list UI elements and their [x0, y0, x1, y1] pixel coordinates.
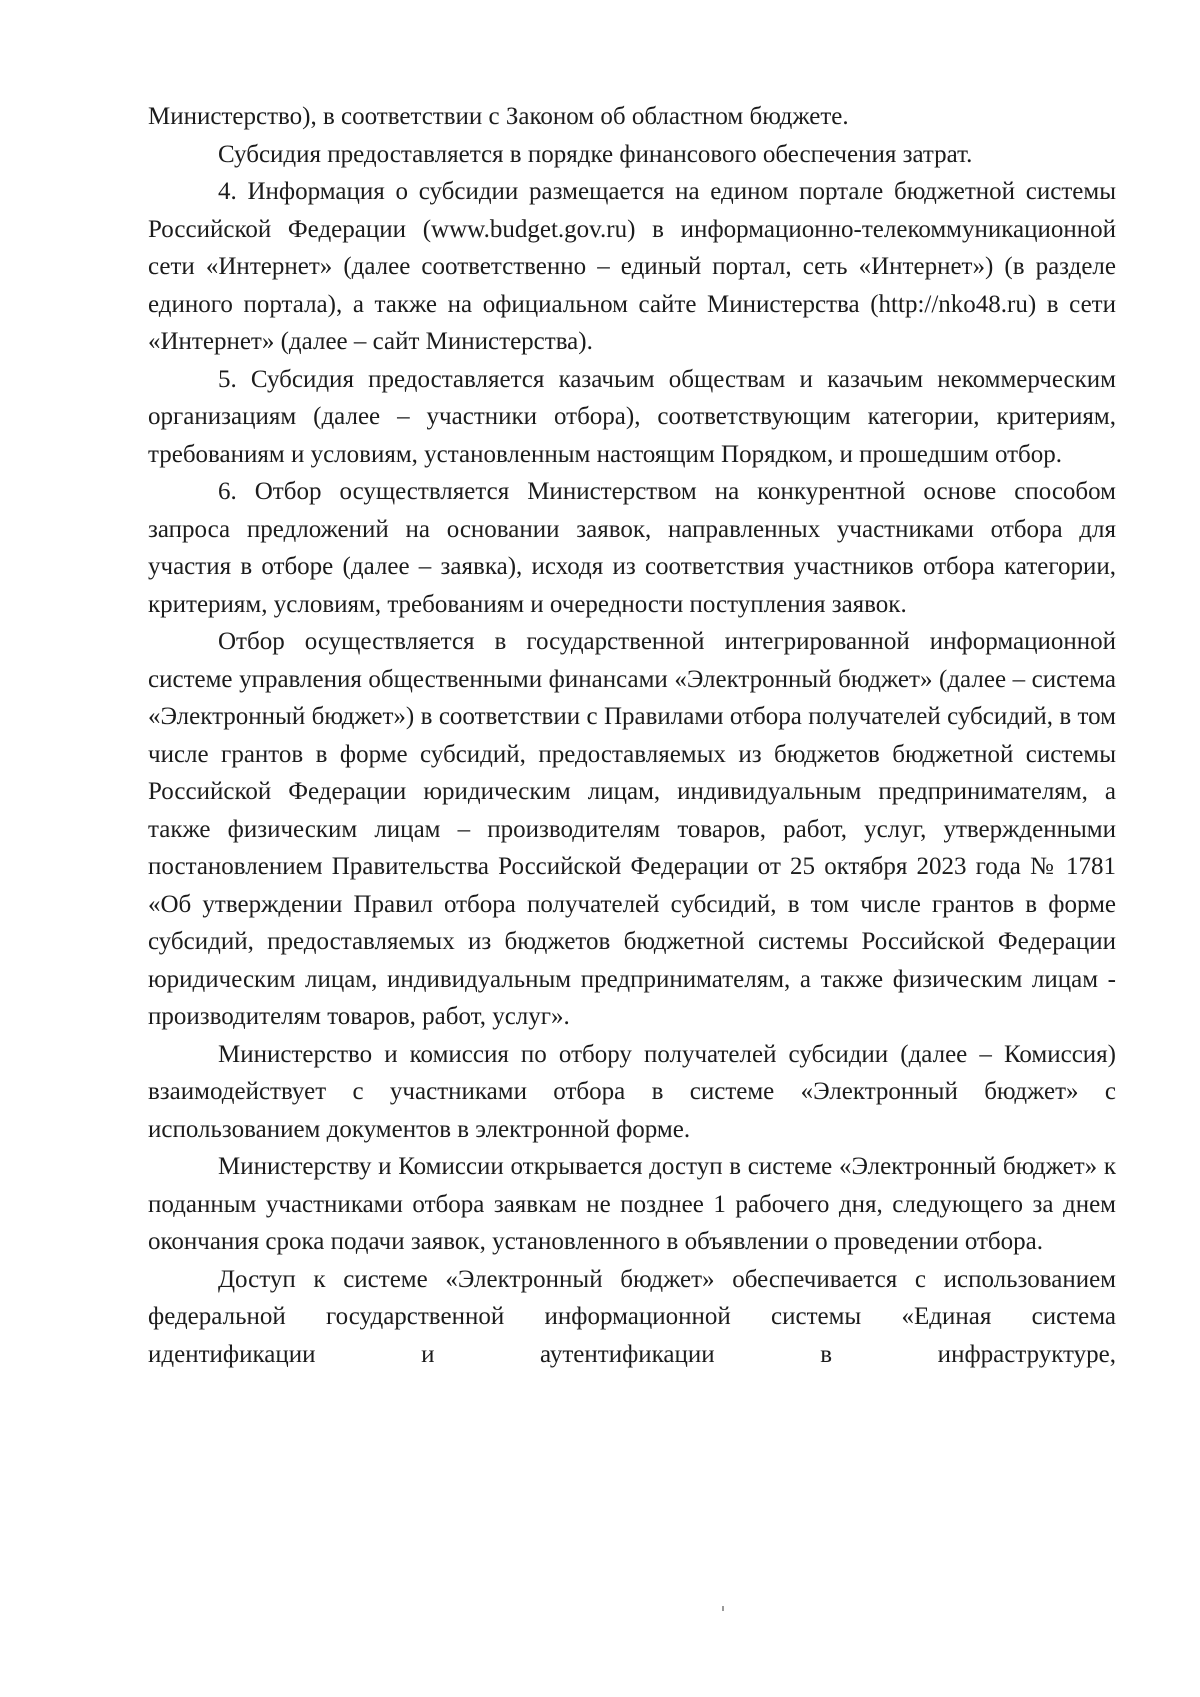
paragraph-item-5: 5. Субсидия предоставляется казачьим обществам и казачьим некоммерческим организациям (далее – участники отбора), соответствующим категории, критериям, требованиям и условиям, установленным настоящим Порядком, и прошедшим отбор.: [148, 365, 1116, 468]
paragraph-item-6: 6. Отбор осуществляется Министерством на конкурентной основе способом запроса предложений на основании заявок, направленных участниками отбора для участия в отборе (далее – заявка), исходя из соответствия участников отбора категории, критериям, условиям, требованиям и очередности поступления заявок.: [148, 478, 1116, 618]
paragraph-subsidy-procedure: Субсидия предоставляется в порядке финансового обеспечения затрат.: [218, 140, 973, 168]
paragraph-item-4: 4. Информация о субсидии размещается на едином портале бюджетной системы Российской Федерации (www.budget.gov.ru) в информационно-телекоммуникационной сети «Интернет» (далее соответственно – единый портал, сеть «Интернет») (в разделе единого портала), а также на официальном сайте Министерства (http://nko48.ru) в сети «Интернет» (далее – сайт Министерства).: [148, 178, 1116, 355]
paragraph-selection-system: Отбор осуществляется в государственной интегрированной информационной системе управления общественными финансами «Электронный бюджет» (далее – система «Электронный бюджет») в соответствии с Правилами отбора получателей субсидий, в том числе грантов в форме субсидий, предоставляемых из бюджетов бюджетной системы Российской Федерации юридическим лицам, индивидуальным предпринимателям, а также физическим лицам – производителям товаров, работ, услуг, утвержденными постановлением Правительства Российской Федерации от 25 октября 2023 года № 1781 «Об утверждении Правил отбора получателей субсидий, в том числе грантов в форме субсидий, предоставляемых из бюджетов бюджетной системы Российской Федерации юридическим лицам, индивидуальным предпринимателям, а также физическим лицам - производителям товаров, работ, услуг».: [148, 628, 1116, 1030]
document-body: [148, 98, 1116, 1373]
paragraph-access: Министерству и Комиссии открывается доступ в системе «Электронный бюджет» к поданным участниками отбора заявкам не позднее 1 рабочего дня, следующего за днем окончания срока подачи заявок, установленного в объявлении о проведении отбора.: [148, 1153, 1116, 1255]
paragraph-identification: Доступ к системе «Электронный бюджет» обеспечивается с использованием федеральной государственной информационной системы «Единая система идентификации и аутентификации в инфраструктуре,: [148, 1265, 1116, 1368]
scan-artifact: [722, 1606, 724, 1611]
paragraph-continuation: Министерство), в соответствии с Законом об областном бюджете.: [148, 103, 849, 130]
paragraph-commission: Министерство и комиссия по отбору получателей субсидии (далее – Комиссия) взаимодействует с участниками отбора в системе «Электронный бюджет» с использованием документов в электронной форме.: [148, 1040, 1116, 1143]
